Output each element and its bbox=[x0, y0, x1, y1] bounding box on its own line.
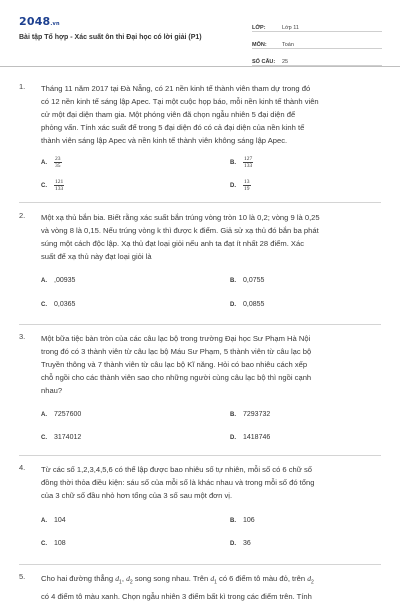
option-c[interactable] bbox=[41, 179, 64, 192]
page-header bbox=[0, 0, 400, 67]
option-value: 3174012 bbox=[54, 434, 82, 441]
option-c[interactable] bbox=[41, 540, 66, 547]
fraction-numerator: 127 bbox=[244, 156, 253, 162]
fraction-denominator: 35 bbox=[55, 163, 61, 169]
question-line: suất để xạ thủ này đạt loại giỏi là bbox=[41, 252, 152, 261]
math-var: d bbox=[210, 574, 215, 583]
meta-value: 25 bbox=[282, 59, 289, 65]
answer-options bbox=[41, 517, 381, 557]
math-subscript: 2 bbox=[311, 579, 314, 586]
question-line: Tháng 11 năm 2017 tại Đà Nẵng, có 21 nền kinh tế thành viên tham dự trong đó bbox=[41, 84, 311, 93]
math-var: d bbox=[115, 574, 120, 583]
option-d[interactable] bbox=[230, 540, 251, 547]
option-letter: A. bbox=[41, 411, 47, 418]
answer-options bbox=[41, 411, 381, 455]
question-line: phỏng vấn. Tính xác suất để trong 5 đại diện đó có cả đại diện của nền kinh tế bbox=[41, 123, 305, 132]
option-b[interactable] bbox=[230, 156, 253, 169]
site-logo[interactable] bbox=[19, 15, 60, 28]
question-line: thành viên sáng lập Apec và nền kinh tế thành viên không sáng lập Apec. bbox=[41, 136, 288, 145]
question-number: 5. bbox=[19, 572, 26, 581]
question-line: Một bữa tiệc bàn tròn của các câu lạc bộ trong trường Đại học Sư Phạm Hà Nội bbox=[41, 334, 311, 343]
option-d[interactable] bbox=[230, 301, 264, 308]
option-value: 0,0365 bbox=[54, 301, 76, 308]
option-b[interactable] bbox=[230, 411, 270, 418]
fraction-denominator: 133 bbox=[55, 186, 64, 192]
option-letter: A. bbox=[41, 277, 47, 284]
fraction-denominator: 133 bbox=[244, 163, 253, 169]
meta-row-subject bbox=[252, 32, 382, 49]
question-number: 3. bbox=[19, 332, 26, 341]
question-line: trong đó có 3 thành viên từ câu lạc bộ Máu Sư Phạm, 5 thành viên từ câu lạc bộ bbox=[41, 347, 312, 356]
option-letter: D. bbox=[230, 434, 236, 441]
option-b[interactable] bbox=[230, 277, 264, 284]
option-a[interactable] bbox=[41, 277, 75, 284]
meta-label: LỚP: bbox=[252, 25, 266, 31]
question-4 bbox=[19, 463, 381, 557]
fraction-denominator: 19 bbox=[244, 186, 250, 192]
option-letter: C. bbox=[41, 434, 47, 441]
option-value: 0,0755 bbox=[243, 277, 265, 284]
logo-main: 2048 bbox=[19, 15, 51, 28]
option-value: 36 bbox=[243, 540, 251, 547]
question-number: 1. bbox=[19, 82, 26, 91]
question-text bbox=[41, 211, 381, 263]
option-a[interactable] bbox=[41, 156, 62, 169]
text-run: , bbox=[121, 574, 127, 583]
option-letter: B. bbox=[230, 159, 236, 166]
option-letter: D. bbox=[230, 182, 236, 189]
fraction-numerator: 121 bbox=[55, 179, 64, 185]
meta-value: Toán bbox=[282, 42, 294, 48]
option-value: 108 bbox=[54, 540, 66, 547]
question-3 bbox=[19, 332, 381, 455]
option-b[interactable] bbox=[230, 517, 255, 524]
option-d[interactable] bbox=[230, 179, 251, 192]
meta-label: MÔN: bbox=[252, 42, 267, 48]
option-value: 0,0855 bbox=[243, 301, 265, 308]
math-var: d bbox=[126, 574, 130, 583]
option-value: ,00935 bbox=[54, 277, 76, 284]
option-value: 106 bbox=[243, 517, 255, 524]
math-subscript: 1 bbox=[214, 579, 217, 586]
answer-options bbox=[41, 156, 381, 204]
meta-table bbox=[252, 15, 382, 66]
option-letter: B. bbox=[230, 277, 236, 284]
option-letter: D. bbox=[230, 540, 236, 547]
math-subscript: 2 bbox=[129, 579, 133, 586]
question-text bbox=[41, 332, 381, 397]
meta-row-count bbox=[252, 49, 382, 66]
option-letter: C. bbox=[41, 182, 47, 189]
option-letter: C. bbox=[41, 301, 47, 308]
fraction bbox=[243, 156, 253, 169]
question-line: có 4 điểm tô màu xanh. Chọn ngẫu nhiên 3 điểm bất kì trong các điểm trên. Tính bbox=[41, 591, 312, 601]
math-var: d bbox=[307, 574, 312, 583]
question-line: Một xạ thủ bắn bia. Biết rằng xác suất bắn trúng vòng tròn 10 là 0,2; vòng 9 là 0,25 bbox=[41, 213, 320, 222]
question-line: có 12 nền kinh tế sáng lập Apec. Tại một cuộc họp báo, mỗi nền kinh tế thành viên bbox=[41, 97, 319, 106]
question-line: Từ các số 1,2,3,4,5,6 có thể lập được bao nhiêu số tự nhiên, mỗi số có 6 chữ số bbox=[41, 465, 312, 474]
math-subscript: 1 bbox=[119, 579, 122, 586]
option-c[interactable] bbox=[41, 301, 75, 308]
option-d[interactable] bbox=[230, 434, 270, 441]
option-letter: B. bbox=[230, 517, 236, 524]
question-line: của 3 chữ số đầu nhỏ hơn tổng của 3 số sau một đơn vị. bbox=[41, 491, 233, 500]
question-number: 2. bbox=[19, 211, 26, 220]
question-number: 4. bbox=[19, 463, 26, 472]
question-line: và vòng 8 là 0,15. Nếu trúng vòng k thì được k điểm. Giả sử xạ thủ đó bắn ba phát bbox=[41, 226, 319, 235]
option-value: 7257600 bbox=[54, 411, 82, 418]
question-5 bbox=[19, 572, 381, 603]
question-divider bbox=[19, 564, 381, 565]
question-2 bbox=[19, 211, 381, 321]
option-a[interactable] bbox=[41, 517, 66, 524]
meta-label: SỐ CÂU: bbox=[252, 59, 276, 65]
question-divider bbox=[19, 324, 381, 325]
fraction-numerator: 13 bbox=[244, 179, 250, 185]
option-letter: D. bbox=[230, 301, 236, 308]
question-line: Truyền thông và 7 thành viên từ câu lạc bộ Kĩ năng. Hỏi có bao nhiêu cách xếp bbox=[41, 360, 308, 369]
meta-value: Lớp 11 bbox=[282, 25, 299, 31]
document-title: Bài tập Tổ hợp - Xác suất ôn thi Đại học có lời giải (P1) bbox=[19, 34, 202, 41]
fraction bbox=[54, 156, 62, 169]
option-value: 1418746 bbox=[243, 434, 271, 441]
question-line: cử một đại diện tham gia. Một phóng viên đã chọn ngẫu nhiên 5 đại diện để bbox=[41, 110, 296, 119]
question-line: nhau? bbox=[41, 386, 63, 395]
question-text bbox=[41, 463, 381, 502]
answer-options bbox=[41, 277, 381, 321]
question-line bbox=[41, 572, 381, 590]
option-value: 7293732 bbox=[243, 411, 271, 418]
question-line: đồng thời thỏa điều kiện: sáu số của mỗi số là khác nhau và trong mỗi số đó tổng bbox=[41, 478, 315, 487]
option-value: 104 bbox=[54, 517, 66, 524]
question-line: chỗ ngồi cho các thành viên sao cho những người cùng câu lạc bộ thì ngồi cạnh bbox=[41, 373, 312, 382]
question-text bbox=[41, 572, 381, 603]
option-a[interactable] bbox=[41, 411, 81, 418]
logo-suffix: .vn bbox=[50, 21, 60, 27]
text-run: Cho hai đường thẳng bbox=[41, 574, 116, 583]
option-letter: B. bbox=[230, 411, 236, 418]
question-1 bbox=[19, 82, 381, 204]
fraction bbox=[54, 179, 64, 192]
option-letter: C. bbox=[41, 540, 47, 547]
option-letter: A. bbox=[41, 517, 47, 524]
text-run: song song nhau. Trên bbox=[132, 574, 211, 583]
text-run: có 6 điểm tô màu đỏ, trên bbox=[216, 574, 308, 583]
question-text bbox=[41, 82, 381, 147]
option-c[interactable] bbox=[41, 434, 81, 441]
fraction-numerator: 23 bbox=[55, 156, 61, 162]
fraction bbox=[243, 179, 251, 192]
question-line: súng một cách độc lập. Xạ thủ đạt loại giỏi nếu anh ta đạt ít nhất 28 điểm. Xác bbox=[41, 239, 305, 248]
question-divider bbox=[19, 455, 381, 456]
option-letter: A. bbox=[41, 159, 47, 166]
question-divider bbox=[19, 202, 381, 203]
meta-row-class bbox=[252, 15, 382, 32]
